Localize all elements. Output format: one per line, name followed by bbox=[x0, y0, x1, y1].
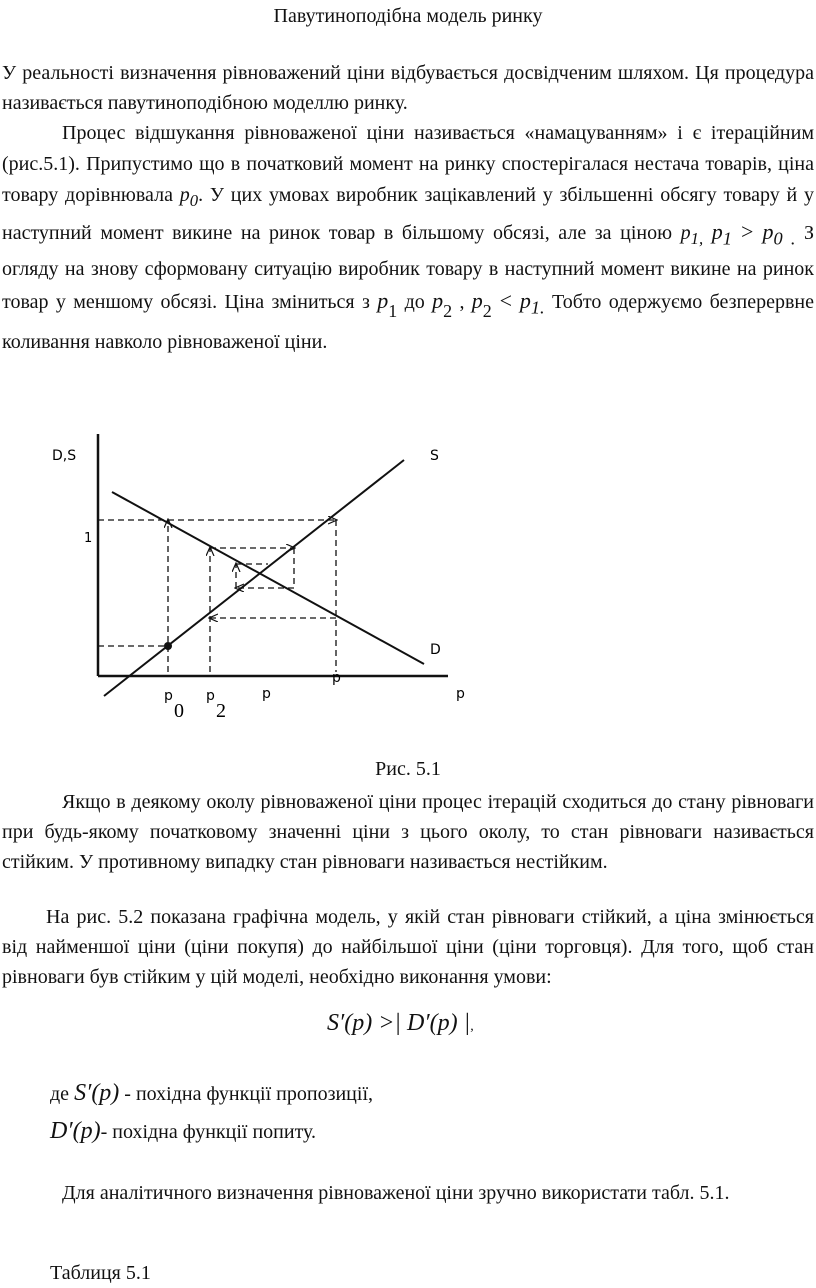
paragraph-table-intro: Для аналітичного визначення рівноваженої ціни зручно використати табл. 5.1. bbox=[62, 1182, 730, 1204]
inequality-p1-gt-p0: $p_1 > p_{0 .}$ bbox=[711, 219, 796, 249]
table-caption: Таблиця 5.1 bbox=[50, 1262, 151, 1284]
symbol-p1-from: $p_1$ bbox=[377, 288, 398, 322]
x-label-p0: p bbox=[164, 688, 173, 704]
x-label-p2: p bbox=[206, 688, 215, 704]
paragraph-intro: У реальності визначення рівноважений ціни відбувається досвідченим шляхом. Ця процедура називається павутиноподібною моделлю ринку. bbox=[2, 62, 814, 114]
y-tick-label: 1 bbox=[84, 531, 93, 546]
symbol-p2-to: $p_2$ bbox=[432, 288, 453, 322]
y-axis-label: D,S bbox=[52, 448, 77, 464]
inequality-p2-lt-p1: $p_2 < p_{1.}$ bbox=[471, 288, 545, 322]
stability-condition: S′(p) >| D′(p) |, bbox=[327, 1010, 474, 1036]
cobweb-figure bbox=[40, 420, 520, 730]
supply-line bbox=[104, 460, 404, 696]
x-label-p2-sub: 2 bbox=[216, 700, 226, 722]
x-label-p0-sub: 0 bbox=[174, 700, 184, 722]
symbol-p0: $p_0$ bbox=[179, 184, 199, 210]
definition-supply-derivative: де S′(p) - похідна функції пропозиції, bbox=[50, 1080, 373, 1106]
figure-caption: Рис. 5.1 bbox=[375, 758, 441, 780]
paragraph-stability: Якщо в деякому околу рівноваженої ціни процес ітерацій сходиться до стану рівноваги при будь-якому початковому значенні ціни з цього околу, то стан рівноваги називається стійким. У противному випадку стан рівноваги називається нестійким. bbox=[2, 791, 814, 873]
x-label-p1: p bbox=[332, 670, 341, 686]
demand-line bbox=[112, 492, 424, 664]
supply-label: S bbox=[430, 448, 439, 464]
demand-label: D bbox=[430, 642, 441, 658]
symbol-p1: $p_{1,}$ bbox=[680, 222, 704, 248]
paragraph-model: На рис. 5.2 показана графічна модель, у якій стан рівноваги стійкий, а ціна змінюється від найменшої ціни (ціни покупя) до найбільшої ціни (ціни торговця). Для того, щоб стан рівноваги був стійким у цій моделі, необхідно виконання умови: bbox=[2, 906, 814, 988]
paragraph-iteration: Процес відшукання рівноваженої ціни називається «намацуванням» і є ітераційним (рис.5.1). Припустимо що в початковий момент на ринку спостерігалася нестача товарів, ціна товару дорівнювала $p_0$. У цих умовах виробник зацікавлений у збільшенні обсягу товару й у наступний момент викине на ринок товар в більшому обсязі, але за ціною $p_{1,}$ $p_1 > p_{0 .}$ З огляду на знову сформовану ситуацію виробник товару в наступний момент викине на ринок товар у меншому обсязі. Ціна зміниться з $p_1$ до $p_2$ , $p_2 < p_{1.}$ Тобто одержуємо безперервне коливання навколо рівноваженої ціни. bbox=[2, 122, 815, 354]
page-title: Павутиноподібна модель ринку bbox=[273, 5, 543, 27]
x-axis-label: p bbox=[456, 686, 465, 702]
x-label-p-eq: p bbox=[262, 686, 271, 702]
definition-demand-derivative: D′(p)- похідна функції попиту. bbox=[50, 1118, 317, 1144]
initial-point bbox=[164, 642, 172, 650]
